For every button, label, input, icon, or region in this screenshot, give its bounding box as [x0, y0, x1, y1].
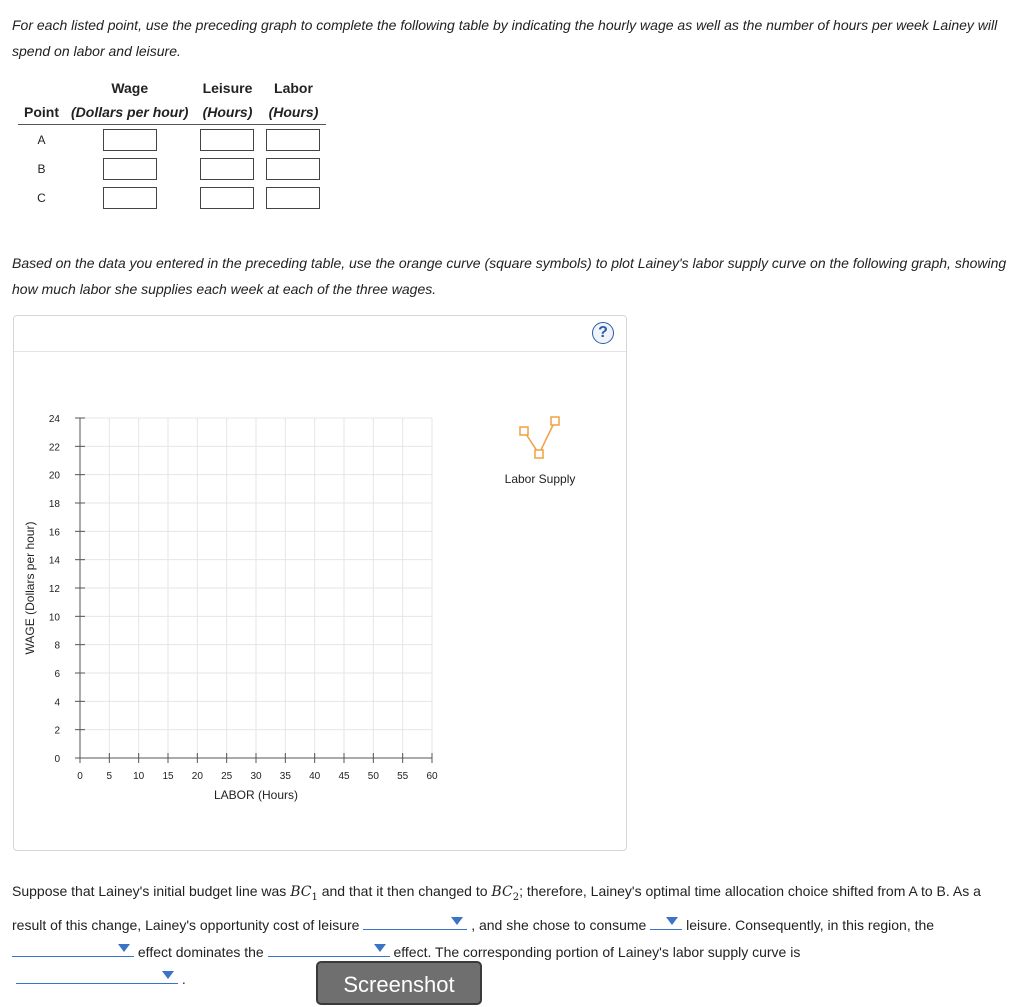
y-tick-label: 0 — [54, 754, 60, 765]
leisure-header: Leisure — [202, 80, 253, 96]
y-tick-label: 2 — [54, 725, 60, 737]
chevron-down-icon — [451, 917, 463, 925]
y-tick-label: 12 — [48, 584, 60, 595]
opportunity-cost-dropdown[interactable] — [363, 911, 467, 930]
legend-label: Labor Supply — [504, 472, 576, 486]
supply-curve-slope-dropdown[interactable] — [16, 965, 178, 984]
chevron-down-icon — [666, 917, 678, 925]
y-tick-label: 18 — [48, 499, 60, 510]
labor-unit-header: (Hours) — [260, 100, 326, 125]
leisure-input-b[interactable] — [200, 158, 254, 180]
wage-input-b[interactable] — [103, 158, 157, 180]
x-tick-label: 0 — [77, 771, 83, 782]
x-tick-label: 60 — [426, 771, 438, 782]
help-icon[interactable]: ? — [592, 322, 614, 344]
leisure-unit-header: (Hours) — [194, 100, 260, 125]
x-tick-label: 25 — [221, 771, 233, 782]
legend-line — [524, 421, 555, 454]
y-axis-label: WAGE (Dollars per hour) — [23, 521, 37, 655]
point-header: Point — [18, 100, 65, 125]
bc2-label: $BC_2$ — [491, 884, 520, 903]
labor-input-a[interactable] — [266, 129, 320, 151]
leisure-input-c[interactable] — [200, 187, 254, 209]
wage-header: Wage — [111, 80, 149, 96]
labor-supply-legend-icon[interactable] — [520, 417, 559, 458]
graph-panel — [13, 315, 627, 851]
square-icon — [535, 450, 543, 458]
y-tick-label: 22 — [48, 442, 60, 454]
y-tick-label: 16 — [48, 527, 60, 539]
x-tick-label: 15 — [162, 771, 174, 782]
screenshot-button[interactable]: Screenshot — [316, 961, 482, 1005]
dominant-effect-dropdown[interactable] — [12, 938, 134, 957]
point-label: B — [37, 161, 46, 176]
question-text: Suppose that Lainey's initial budget line was $BC_1$ and that it then changed to $BC_2$; therefore, Lainey's optimal time allocation choice shifted from A to B. As a result of this change, Lainey's opportunity cost of leisure , and she chose to consume leisure. Consequently, in this region, the effect dominates the effect. The corresponding portion of Lainey's labor supply curve is . — [12, 883, 981, 987]
y-tick-label: 20 — [48, 470, 60, 482]
chevron-down-icon — [162, 971, 174, 979]
y-tick-label: 10 — [48, 612, 60, 624]
time-allocation-table — [18, 76, 326, 212]
chevron-down-icon — [118, 944, 130, 952]
y-tick-label: 6 — [54, 669, 60, 680]
labor-header: Labor — [274, 80, 313, 96]
x-tick-label: 35 — [279, 771, 291, 782]
x-tick-label: 5 — [106, 771, 113, 782]
labor-input-c[interactable] — [266, 187, 320, 209]
dominated-effect-dropdown[interactable] — [268, 938, 390, 957]
wage-input-a[interactable] — [103, 129, 157, 151]
leisure-input-a[interactable] — [200, 129, 254, 151]
x-tick-label: 50 — [367, 771, 379, 782]
chart-ticks — [49, 414, 438, 782]
bc1-label: $BC_1$ — [290, 884, 318, 903]
y-tick-label: 24 — [48, 414, 60, 425]
y-tick-label: 14 — [48, 555, 60, 567]
wage-input-c[interactable] — [103, 187, 157, 209]
x-tick-label: 45 — [338, 771, 350, 782]
labor-supply-chart[interactable] — [14, 316, 626, 850]
y-tick-label: 4 — [54, 697, 60, 709]
wage-unit-header: (Dollars per hour) — [65, 100, 194, 125]
point-label: A — [37, 132, 46, 147]
x-tick-label: 10 — [133, 771, 145, 782]
table-instructions: For each listed point, use the preceding graph to complete the following table by indicating the hourly wage as well as the number of hours per week Lainey will spend on labor and leisure. — [12, 17, 998, 59]
x-tick-label: 20 — [191, 771, 203, 782]
chevron-down-icon — [374, 944, 386, 952]
table-row — [18, 183, 326, 212]
table-row — [18, 125, 326, 155]
square-icon — [520, 427, 528, 435]
leisure-amount-dropdown[interactable] — [650, 911, 682, 930]
x-tick-label: 40 — [309, 771, 321, 782]
graph-instructions: Based on the data you entered in the preceding table, use the orange curve (square symbols) to plot Lainey's labor supply curve on the following graph, showing how much labor she supplies each week at each of the three wages. — [12, 255, 1007, 297]
x-tick-label: 55 — [397, 771, 409, 782]
square-icon — [551, 417, 559, 425]
chart-grid — [80, 418, 432, 758]
labor-input-b[interactable] — [266, 158, 320, 180]
table-row — [18, 154, 326, 183]
y-tick-label: 8 — [54, 640, 60, 652]
x-tick-label: 30 — [250, 771, 262, 782]
x-axis-label: LABOR (Hours) — [213, 788, 299, 802]
point-label: C — [37, 190, 46, 205]
